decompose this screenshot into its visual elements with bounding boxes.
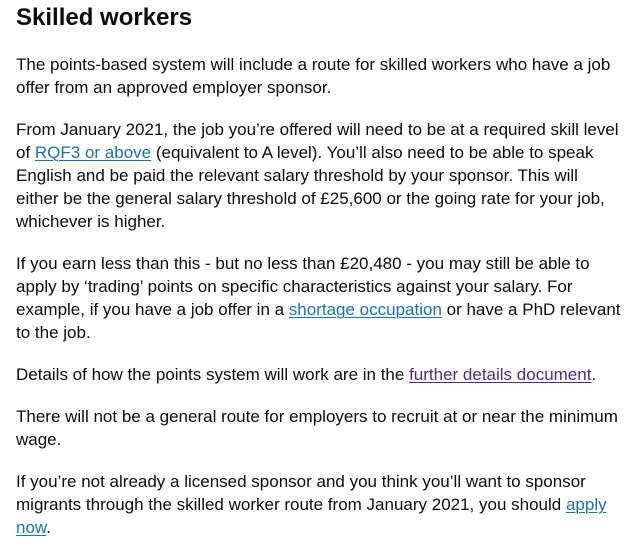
- sponsor-paragraph: [16, 470, 624, 539]
- paragraph-text: .: [46, 518, 51, 537]
- further-details-link[interactable]: further details document: [409, 365, 592, 384]
- minimum-wage-paragraph: There will not be a general route for employers to recruit at or near the minimum wage.: [16, 407, 618, 449]
- shortage-occupation-link[interactable]: shortage occupation: [288, 300, 442, 319]
- skill-level-paragraph: [16, 118, 624, 233]
- paragraph-text: If you earn less than this - but no less than £20,480 - you may still be able to apply by ‘trading’ points on specific characteristics against your salary. For example, if you have a job offer in a: [16, 254, 590, 319]
- trading-points-paragraph: [16, 252, 624, 344]
- intro-paragraph: The points-based system will include a route for skilled workers who have a job offer from an approved employer sponsor.: [16, 55, 611, 97]
- paragraph-text: .: [591, 365, 597, 384]
- paragraph-text: Details of how the points system will work are in the: [16, 365, 410, 384]
- paragraph-text: From January 2021, the job you’re offered will need to be at a required skill level of: [16, 120, 619, 162]
- paragraph-text: If you’re not already a licensed sponsor and you think you’ll want to sponsor migrants through the skilled worker route from January 2021, you should: [16, 472, 586, 514]
- details-paragraph: [16, 363, 624, 386]
- section-heading: Skilled workers: [16, 4, 193, 31]
- paragraph-text: (equivalent to A level). You’ll also need to be able to speak English and be paid the relevant salary threshold by your sponsor. This will either be the general salary threshold of £25,600 or the going rate for your job, whichever is higher.: [16, 143, 605, 231]
- rqf3-link[interactable]: RQF3 or above: [34, 143, 152, 162]
- apply-now-link[interactable]: apply now: [16, 495, 607, 537]
- paragraph-text: or have a PhD relevant to the job.: [16, 300, 621, 342]
